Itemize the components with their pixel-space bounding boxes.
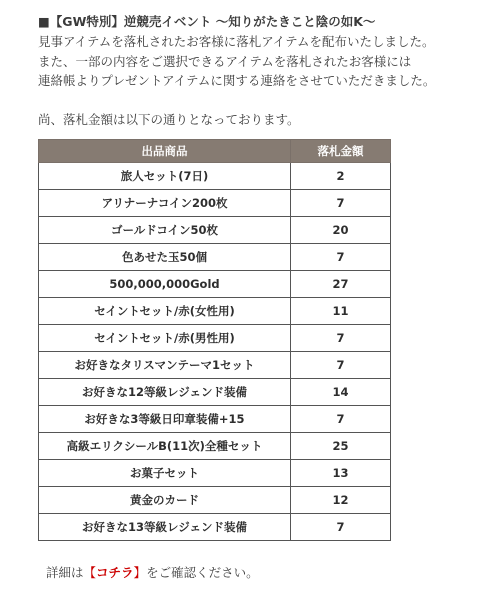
item-cell: お好きなタリスマンテーマ1セット (39, 352, 291, 379)
bracket-open: 【 (83, 565, 97, 580)
price-cell: 2 (291, 163, 391, 190)
item-cell: アリナーナコイン200枚 (39, 190, 291, 217)
item-cell: お好きな13等級レジェンド装備 (39, 514, 291, 541)
price-cell: 7 (291, 244, 391, 271)
table-row (39, 325, 391, 352)
item-cell: お好きな12等級レジェンド装備 (39, 379, 291, 406)
column-header-price: 落札金額 (291, 140, 391, 163)
item-cell: セイントセット/赤(男性用) (39, 325, 291, 352)
price-cell: 25 (291, 433, 391, 460)
price-cell: 12 (291, 487, 391, 514)
table-row (39, 379, 391, 406)
table-row (39, 190, 391, 217)
footer-suffix: をご確認ください。 (146, 565, 259, 580)
item-cell: セイントセット/赤(女性用) (39, 298, 291, 325)
table-row (39, 244, 391, 271)
item-cell: 500,000,000Gold (39, 271, 291, 298)
notice-article (38, 14, 478, 581)
item-cell: 黄金のカード (39, 487, 291, 514)
table-row (39, 271, 391, 298)
item-cell: ゴールドコイン50枚 (39, 217, 291, 244)
notice-paragraph: 尚、落札金額は以下の通りとなっております。 (38, 111, 300, 127)
item-cell: お好きな3等級日印章装備+15 (39, 406, 291, 433)
price-cell: 7 (291, 406, 391, 433)
price-cell: 11 (291, 298, 391, 325)
table-row (39, 406, 391, 433)
table-row (39, 460, 391, 487)
notice-title: ■【GW特別】逆競売イベント 〜知りがたきこと陰の如K〜 (38, 14, 376, 29)
table-row (39, 352, 391, 379)
price-cell: 13 (291, 460, 391, 487)
table-header-row (39, 140, 391, 163)
notice-paragraph: 連絡帳よりプレゼントアイテムに関する連絡をさせていただきました。 (38, 73, 436, 88)
table-row (39, 217, 391, 244)
notice-paragraph: 見事アイテムを落札されたお客様に落札アイテムを配布いたしました。 (38, 34, 435, 49)
price-cell: 14 (291, 379, 391, 406)
details-link[interactable]: コチラ (96, 565, 134, 580)
item-cell: お菓子セット (39, 460, 291, 487)
price-cell: 7 (291, 514, 391, 541)
price-cell: 7 (291, 190, 391, 217)
price-cell: 7 (291, 352, 391, 379)
table-row (39, 433, 391, 460)
auction-results-table (38, 139, 391, 541)
paragraph-spacer (38, 91, 478, 110)
price-cell: 20 (291, 217, 391, 244)
table-row (39, 298, 391, 325)
bracket-close: 】 (133, 565, 147, 580)
price-cell: 27 (291, 271, 391, 298)
details-footer (38, 565, 478, 581)
table-row (39, 487, 391, 514)
notice-paragraph: また、一部の内容をご選択できるアイテムを落札されたお客様には (38, 53, 412, 69)
item-cell: 色あせた玉50個 (39, 244, 291, 271)
column-header-item: 出品商品 (39, 140, 291, 163)
table-row (39, 514, 391, 541)
footer-prefix: 詳細は (46, 565, 84, 580)
item-cell: 高級エリクシールB(11次)全種セット (39, 433, 291, 460)
item-cell: 旅人セット(7日) (39, 163, 291, 190)
table-row (39, 163, 391, 190)
price-cell: 7 (291, 325, 391, 352)
